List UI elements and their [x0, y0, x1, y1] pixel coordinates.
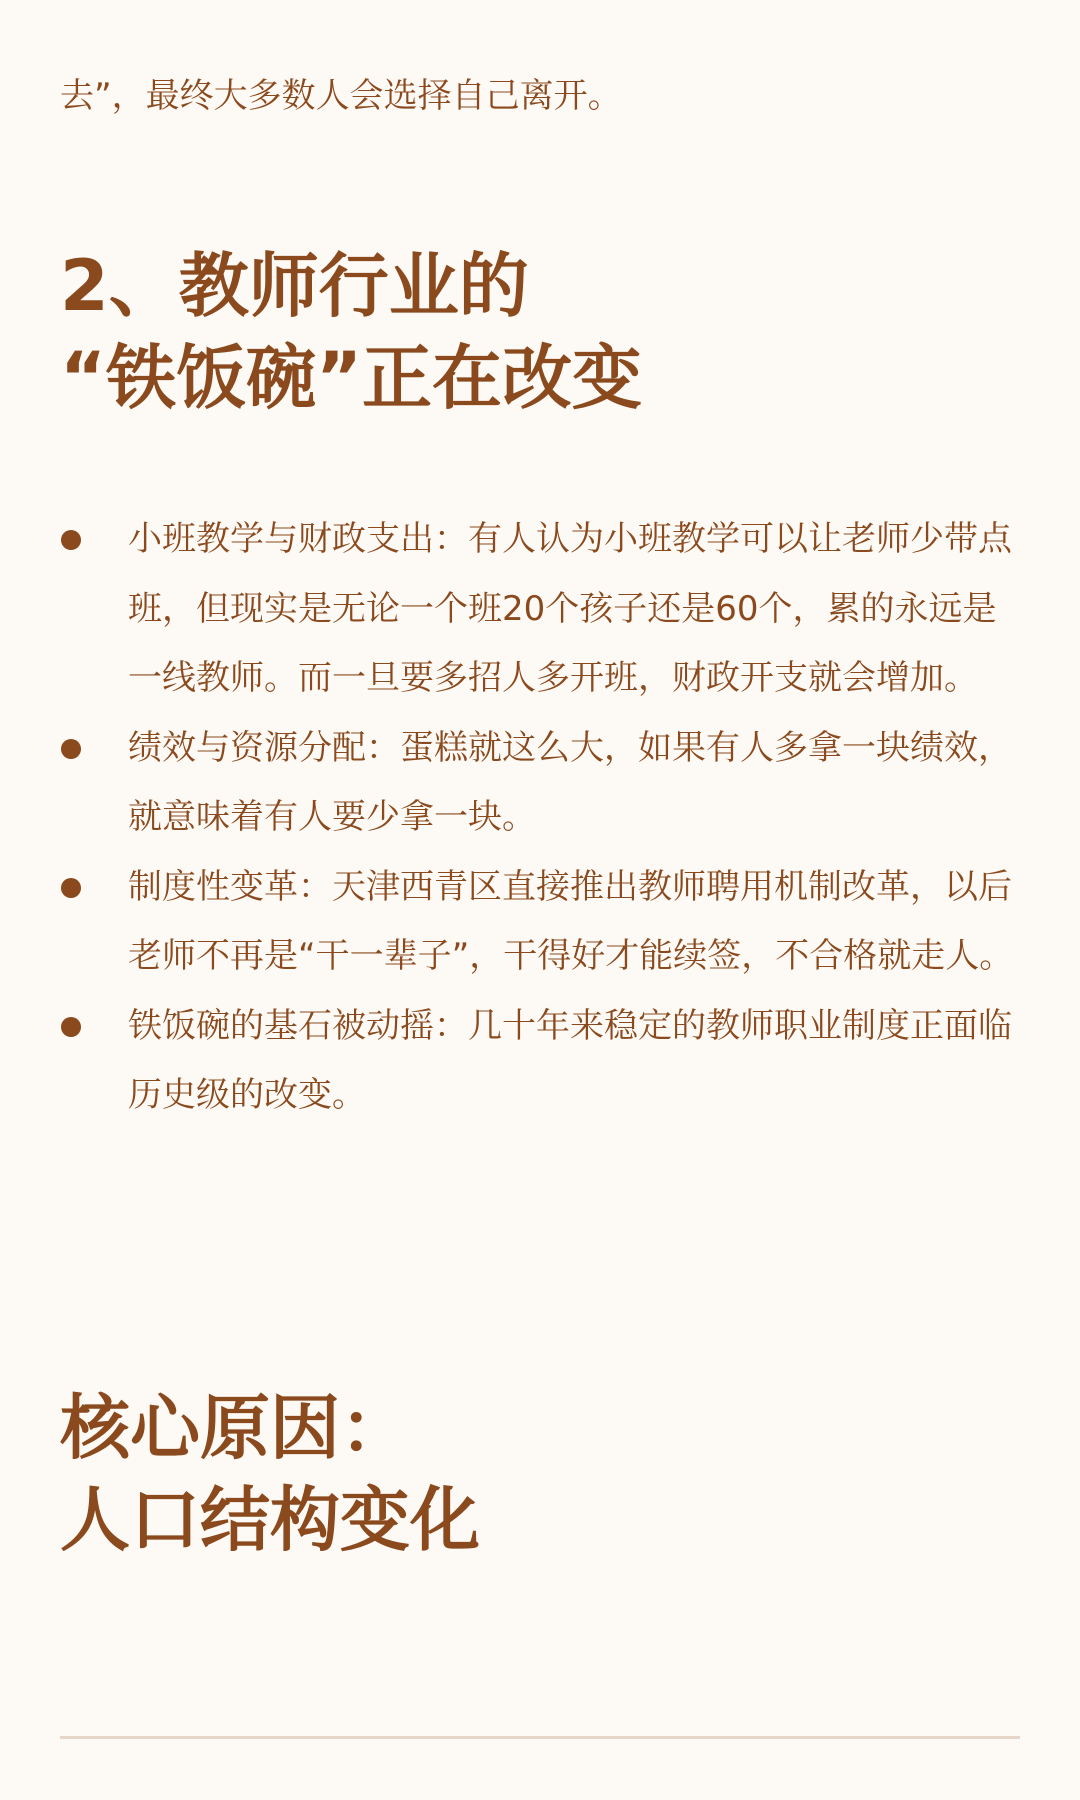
list-item-text: 绩效与资源分配：蛋糕就这么大，如果有人多拿一块绩效，就意味着有人要少拿一块。 — [128, 727, 1012, 837]
section-heading-line-2: 人口结构变化 — [60, 1479, 480, 1561]
list-item-text: 铁饭碗的基石被动摇：几十年来稳定的教师职业制度正面临历史级的改变。 — [128, 1005, 1012, 1115]
list-item — [60, 505, 1020, 714]
section-heading-line-1: 2、教师行业的 — [60, 245, 529, 327]
bullet-dot-icon — [61, 1017, 81, 1037]
section-heading-line-2: “铁饭碗”正在改变 — [60, 337, 643, 419]
section-heading-teacher-iron-rice-bowl — [60, 240, 1020, 424]
list-item-text: 小班教学与财政支出：有人认为小班教学可以让老师少带点班，但现实是无论一个班20个孩子还是60个，累的永远是一线教师。而一旦要多招人多开班，财政开支就会增加。 — [128, 519, 1012, 698]
intro-paragraph: 去”，最终大多数人会选择自己离开。 — [60, 76, 622, 116]
bottom-divider — [60, 1736, 1020, 1739]
section-heading-line-1: 核心原因： — [60, 1387, 410, 1469]
list-item — [60, 992, 1020, 1131]
list-item — [60, 853, 1020, 992]
list-item-text: 制度性变革：天津西青区直接推出教师聘用机制改革，以后老师不再是“干一辈子”，干得好才能续签，不合格就走人。 — [128, 866, 1014, 976]
section-heading-core-reason — [60, 1382, 1020, 1566]
list-item — [60, 714, 1020, 853]
bullet-list — [60, 505, 1020, 1131]
bullet-dot-icon — [61, 530, 81, 550]
bullet-dot-icon — [61, 878, 81, 898]
bullet-dot-icon — [61, 739, 81, 759]
